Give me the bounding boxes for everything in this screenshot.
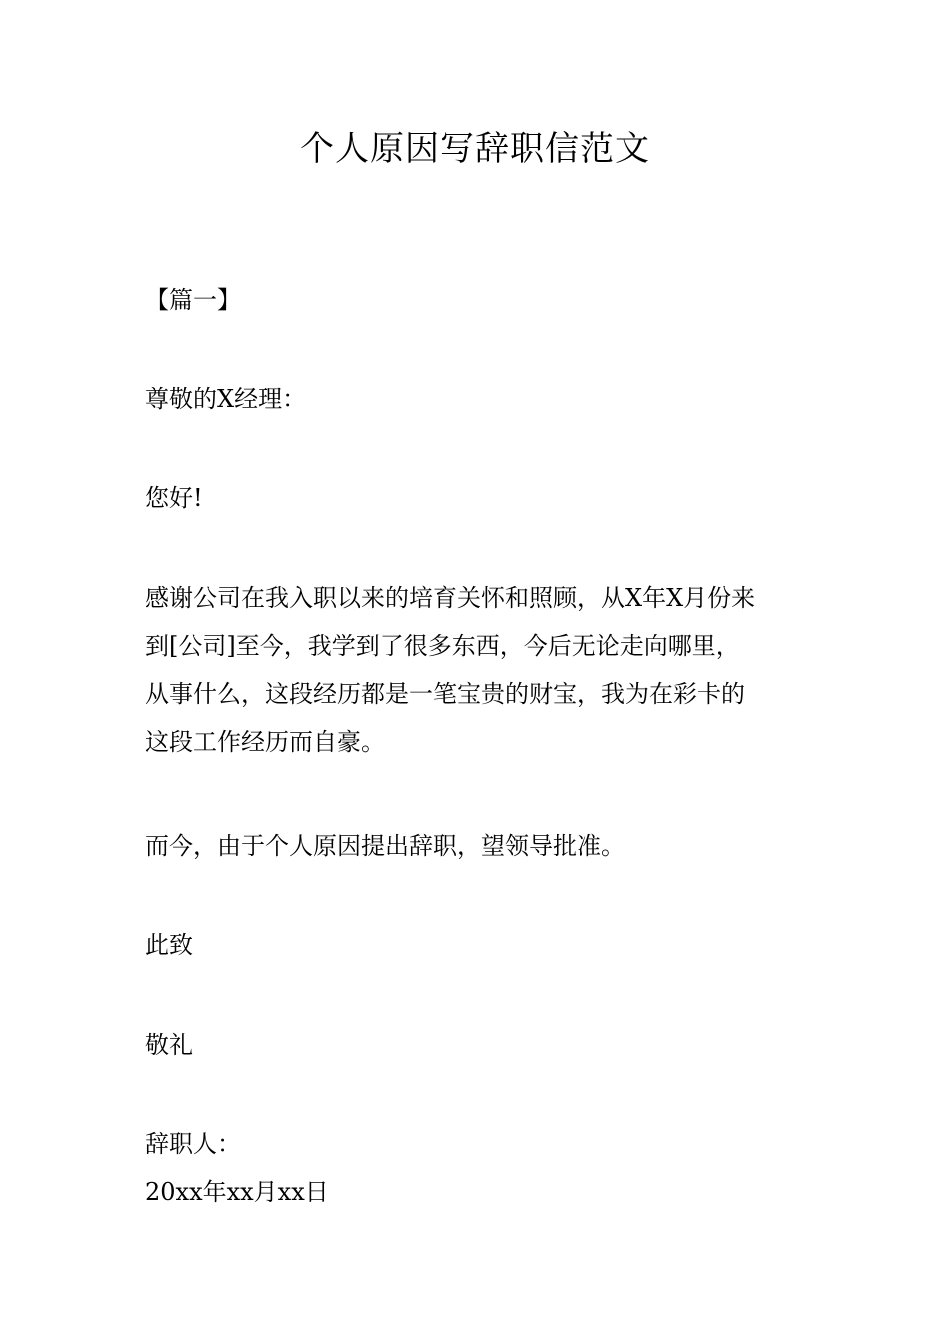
body-line-3: 从事什么，这段经历都是一笔宝贵的财宝，我为在彩卡的 <box>145 680 745 708</box>
body-paragraph <box>145 574 810 766</box>
body-line-4: 这段工作经历而自豪。 <box>145 728 385 756</box>
closing-line-1: 此致 <box>145 931 193 959</box>
body-line-2: 到[公司]至今，我学到了很多东西，今后无论走向哪里， <box>145 632 740 660</box>
date-line: 20xx年xx月xx日 <box>145 1178 329 1206</box>
document-title: 个人原因写辞职信范文 <box>300 129 650 169</box>
closing-line-2: 敬礼 <box>145 1031 193 1059</box>
request-paragraph: 而今，由于个人原因提出辞职，望领导批准。 <box>145 832 625 860</box>
body-line-1: 感谢公司在我入职以来的培育关怀和照顾，从X年X月份来 <box>145 584 756 612</box>
signature-label: 辞职人： <box>145 1130 241 1158</box>
greeting: 您好! <box>145 484 203 512</box>
salutation: 尊敬的X经理： <box>145 385 307 413</box>
section-heading: 【篇一】 <box>145 286 241 314</box>
